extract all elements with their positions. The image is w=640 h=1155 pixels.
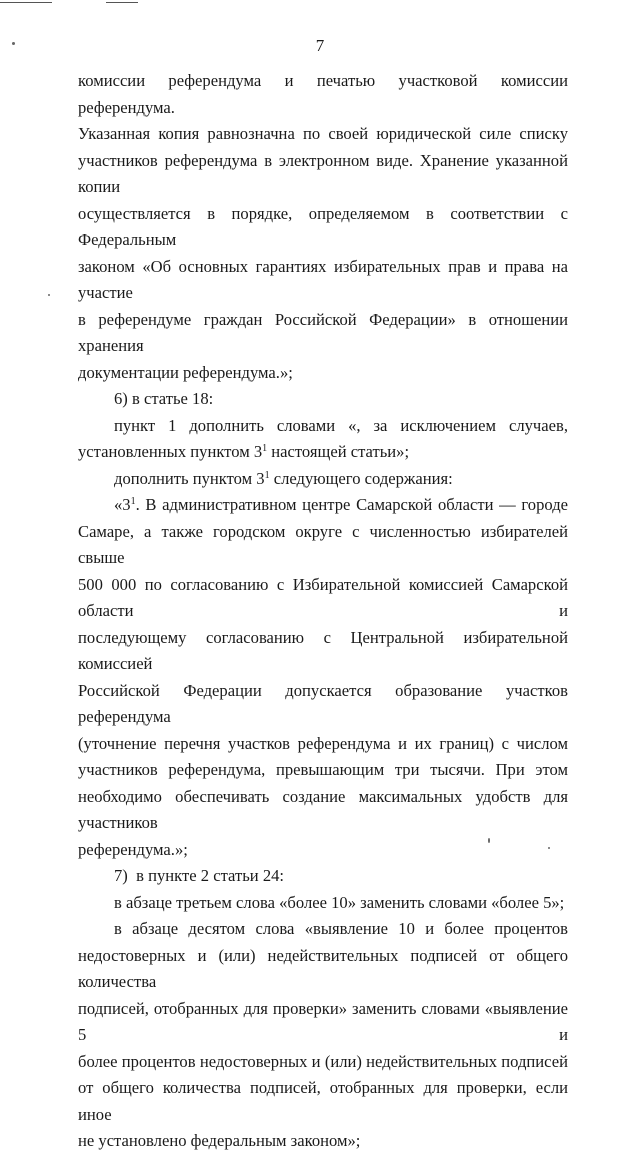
- text-line: от общего количества подписей, отобранных для проверки, если иное: [78, 1078, 568, 1124]
- text-line: установленных пунктом $3^1$ настоящей статьи»;: [78, 442, 410, 461]
- text-line: пункт 1 дополнить словами «, за исключением случаев,: [114, 415, 568, 435]
- text-line: законом «Об основных гарантиях избирательных прав и права на участие: [78, 256, 568, 302]
- paragraph: [78, 890, 568, 917]
- page-number: 7: [315, 36, 325, 55]
- text-line: (уточнение перечня участков референдума и их границ) с числом: [78, 733, 568, 753]
- paragraph: [78, 413, 568, 466]
- text-line: «$3^1$. В административном центре Самарской области — городе: [114, 495, 568, 514]
- text-line: участников референдума, превышающим три тысячи. При этом: [78, 760, 568, 779]
- text-line: в референдуме граждан Российской Федерации» в отношении хранения: [78, 309, 568, 355]
- text-line: в абзаце третьем слова «более 10» заменить словами «более 5»;: [114, 892, 565, 912]
- text-line: участников референдума в электронном виде. Хранение указанной копии: [78, 150, 568, 196]
- paragraph: [78, 492, 568, 863]
- paragraph: [78, 916, 568, 1155]
- text-line: комиссии референдума и печатью участковой комиссии референдума.: [78, 71, 568, 117]
- text-line: референдума.»;: [78, 839, 188, 859]
- document-body: [78, 68, 568, 1155]
- text-line: Российской Федерации допускается образование участков референдума: [78, 680, 568, 726]
- scan-edge-line: [0, 2, 52, 3]
- text-line: в абзаце десятом слова «выявление 10 и более процентов: [114, 919, 568, 938]
- text-line: не установлено федеральным законом»;: [78, 1131, 361, 1150]
- text-line: подписей, отобранных для проверки» заменить словами «выявление 5 и: [78, 998, 568, 1044]
- scan-speck: [48, 294, 50, 296]
- text-line: документации референдума.»;: [78, 362, 293, 382]
- paragraph: дополнить пунктом $3^1$ следующего содержания:: [114, 468, 453, 488]
- paragraph: [78, 863, 568, 890]
- text-line: Указанная копия равнозначна по своей юридической силе списку: [78, 124, 568, 143]
- text-line: последующему согласованию с Центральной избирательной комиссией: [78, 627, 568, 673]
- scan-edge-line: [106, 2, 138, 3]
- paragraph: [78, 68, 568, 386]
- text-line: 6) в статье 18:: [114, 389, 214, 408]
- text-line: необходимо обеспечивать создание максимальных удобств для участников: [78, 786, 568, 832]
- text-line: более процентов недостоверных и (или) недействительных подписей: [78, 1051, 568, 1071]
- text-line: 500 000 по согласованию с Избирательной комиссией Самарской области и: [78, 574, 568, 620]
- text-line: 7) в пункте 2 статьи 24:: [114, 866, 285, 885]
- text-line: Самаре, а также городском округе с численностью избирателей свыше: [78, 521, 568, 567]
- text-line: недостоверных и (или) недействительных подписей от общего количества: [78, 945, 568, 991]
- text-line: осуществляется в порядке, определяемом в соответствии с Федеральным: [78, 203, 568, 249]
- paragraph: [78, 386, 568, 413]
